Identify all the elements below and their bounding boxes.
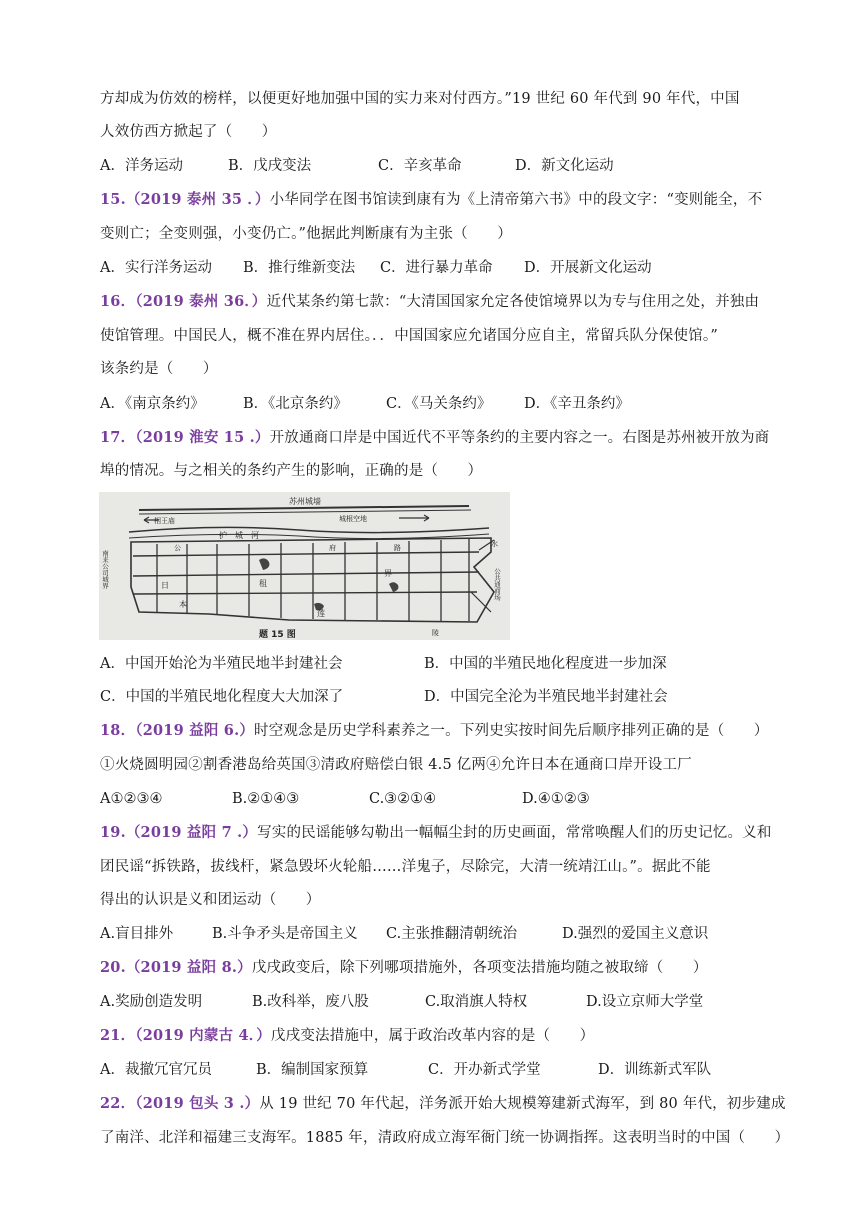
q20-text: 戊戌政变后，除下列哪项措施外，各项变法措施均随之被取缔（ ） (251, 960, 708, 976)
map-zone-label: 日 (161, 581, 169, 590)
q16-option-b[interactable]: B．《北京条约》 (243, 396, 348, 412)
q18-stem-line1 (100, 721, 769, 741)
q15-number: 15.（2019 泰州 35 ．） (100, 191, 270, 208)
q20-number: 20.（2019 益阳 8.） (100, 959, 252, 976)
q15-stem-line1 (100, 190, 762, 210)
q17-option-c[interactable]: C．中国的半殖民地化程度大大加深了 (100, 689, 344, 705)
q16-stem-line1 (100, 292, 759, 312)
q19-stem-line1 (100, 823, 772, 843)
q19-option-c[interactable]: C.主张推翻清朝统治 (386, 926, 518, 942)
map-top-label: 苏州城墙 (289, 497, 321, 506)
map-zone-label: 府 (329, 544, 336, 552)
q15-text: 小华同学在图书馆读到康有为《上清帝第六书》中的段文字：“变则能全，不 (269, 192, 763, 208)
q15-option-d[interactable]: D．开展新文化运动 (524, 260, 652, 276)
q21-text: 戊戌变法措施中，属于政治改革内容的是（ ） (270, 1028, 595, 1044)
q21-option-d[interactable]: D．训练新式军队 (598, 1062, 712, 1078)
q21-stem-line1 (100, 1026, 594, 1046)
q16-stem-line2: 使馆管理。中国民人，概不准在界内居住。．．中国国家应允诸国分应自主，常留兵队分保使馆。” (100, 328, 718, 344)
q19-stem-line2: 团民谣“拆铁路，拔线杆，紧急毁坏火轮船……洋鬼子，尽除完，大清一统靖江山。”。据此不能 (100, 859, 711, 875)
q19-option-d[interactable]: D.强烈的爱国主义意识 (562, 926, 709, 942)
q18-option-c[interactable]: C.③②①④ (369, 791, 437, 807)
q21-option-b[interactable]: B．编制国家预算 (256, 1062, 369, 1078)
q14-option-d[interactable]: D．新文化运动 (515, 158, 614, 174)
q19-option-a[interactable]: A.盲目排外 (100, 926, 174, 942)
map-zone-label: 公 (174, 544, 181, 552)
q14-stem-line2: 人效仿西方掀起了（ ） (100, 124, 277, 140)
q18-option-b[interactable]: B.②①④③ (232, 791, 300, 807)
q15-option-b[interactable]: B．推行维新变法 (243, 260, 356, 276)
map-right-side-label: 公共通商场 (493, 568, 501, 601)
map-left-side-label: 南来公司城界 (101, 550, 109, 589)
q16-option-a[interactable]: A．《南京条约》 (100, 396, 205, 412)
q17-option-a[interactable]: A．中国开始沦为半殖民地半封建社会 (100, 656, 343, 672)
q17-stem-line1 (100, 428, 769, 448)
q14-option-a[interactable]: A．洋务运动 (100, 158, 183, 174)
q20-option-d[interactable]: D.设立京师大学堂 (586, 994, 704, 1010)
q22-number: 22．（2019 包头 3 .） (100, 1095, 260, 1112)
q18-text: 时空观念是历史学科素养之一。下列史实按时间先后顺序排列正确的是（ ） (254, 723, 769, 739)
q14-option-b[interactable]: B．戊戌变法 (228, 158, 312, 174)
q14-stem-line1: 方却成为仿效的榜样，以便更好地加强中国的实力来对付西方。”19 世纪 60 年代到 90 年代，中国 (100, 91, 740, 107)
map-caption: 题 15 图 (259, 630, 296, 640)
q18-option-d[interactable]: D.④①②③ (522, 791, 590, 807)
map-zone-label: 租 (259, 579, 267, 588)
q17-text: 开放通商口岸是中国近代不平等条约的主要内容之一。右图是苏州被开放为商 (269, 430, 770, 446)
map-zone-label: 界 (384, 569, 392, 578)
q22-text: 从 19 世纪 70 年代起，洋务派开始大规模筹建新式海军，到 80 年代，初步建成 (259, 1096, 786, 1112)
suzhou-concession-map (99, 492, 510, 640)
q19-text: 写实的民谣能够勾勒出一幅幅尘封的历史画面，常常唤醒人们的历史记忆。义和 (257, 825, 772, 841)
q19-number: 19.（2019 益阳 7 .） (100, 824, 258, 841)
q20-option-a[interactable]: A.奖励创造发明 (100, 994, 203, 1010)
q20-option-b[interactable]: B.改科举，废八股 (252, 994, 369, 1010)
map-zone-label: 本 (179, 600, 187, 609)
q16-number: 16．（2019 泰州 36．） (100, 293, 267, 310)
q15-option-a[interactable]: A．实行洋务运动 (100, 260, 212, 276)
q17-option-b[interactable]: B．中国的半殖民地化程度进一步加深 (424, 656, 667, 672)
q21-option-a[interactable]: A．裁撤冗官冗员 (100, 1062, 212, 1078)
q19-option-b[interactable]: B.斗争矛头是帝国主义 (212, 926, 358, 942)
q22-stem-line1 (100, 1094, 786, 1114)
q21-option-c[interactable]: C．开办新式学堂 (428, 1062, 541, 1078)
q15-stem-line2: 变则亡；全变则强，小变仍亡。”他据此判断康有为主张（ ） (100, 226, 512, 242)
q15-option-c[interactable]: C．进行暴力革命 (380, 260, 493, 276)
map-left-label: 相王庙 (154, 517, 175, 525)
q22-stem-line2: 了南洋、北洋和福建三支海军。1885 年，清政府成立海军衙门统一协调指挥。这表明当时的中国（ ） (100, 1130, 790, 1146)
q17-number: 17．（2019 淮安 15 .） (100, 429, 270, 446)
map-mid-label: 城根空地 (339, 515, 367, 523)
q21-number: 21．（2019 内蒙古 4．） (100, 1027, 271, 1044)
map-zone-label: 水 (491, 540, 498, 548)
map-zone-label: 路 (394, 544, 401, 552)
q14-option-c[interactable]: C．辛亥革命 (378, 158, 462, 174)
q16-option-c[interactable]: C．《马关条约》 (386, 396, 492, 412)
q20-stem-line1 (100, 958, 708, 978)
q19-stem-line3: 得出的认识是义和团运动（ ） (100, 892, 321, 908)
q18-number: 18．（2019 益阳 6.） (100, 722, 255, 739)
q18-option-a[interactable]: A①②③④ (100, 791, 163, 807)
map-drawing (99, 492, 510, 640)
q16-text: 近代某条约第七款：“大清国国家允定各使馆境界以为专与住用之处，并独由 (266, 294, 760, 310)
q16-stem-line3: 该条约是（ ） (100, 361, 218, 377)
q18-stem-line2: ①火烧圆明园②割香港岛给英国③清政府赔偿白银 4.5 亿两④允许日本在通商口岸开设工厂 (100, 757, 692, 773)
q16-option-d[interactable]: D．《辛丑条约》 (524, 396, 630, 412)
q17-stem-line2: 埠的情况。与之相关的条约产生的影响，正确的是（ ） (100, 463, 483, 479)
q20-option-c[interactable]: C.取消旗人特权 (425, 994, 528, 1010)
map-zone-label: 莲 (317, 609, 325, 618)
map-zone-label: 陵 (432, 629, 439, 637)
q17-option-d[interactable]: D．中国完全沦为半殖民地半封建社会 (424, 689, 668, 705)
map-canal-label: 护 城 河 (219, 531, 259, 540)
